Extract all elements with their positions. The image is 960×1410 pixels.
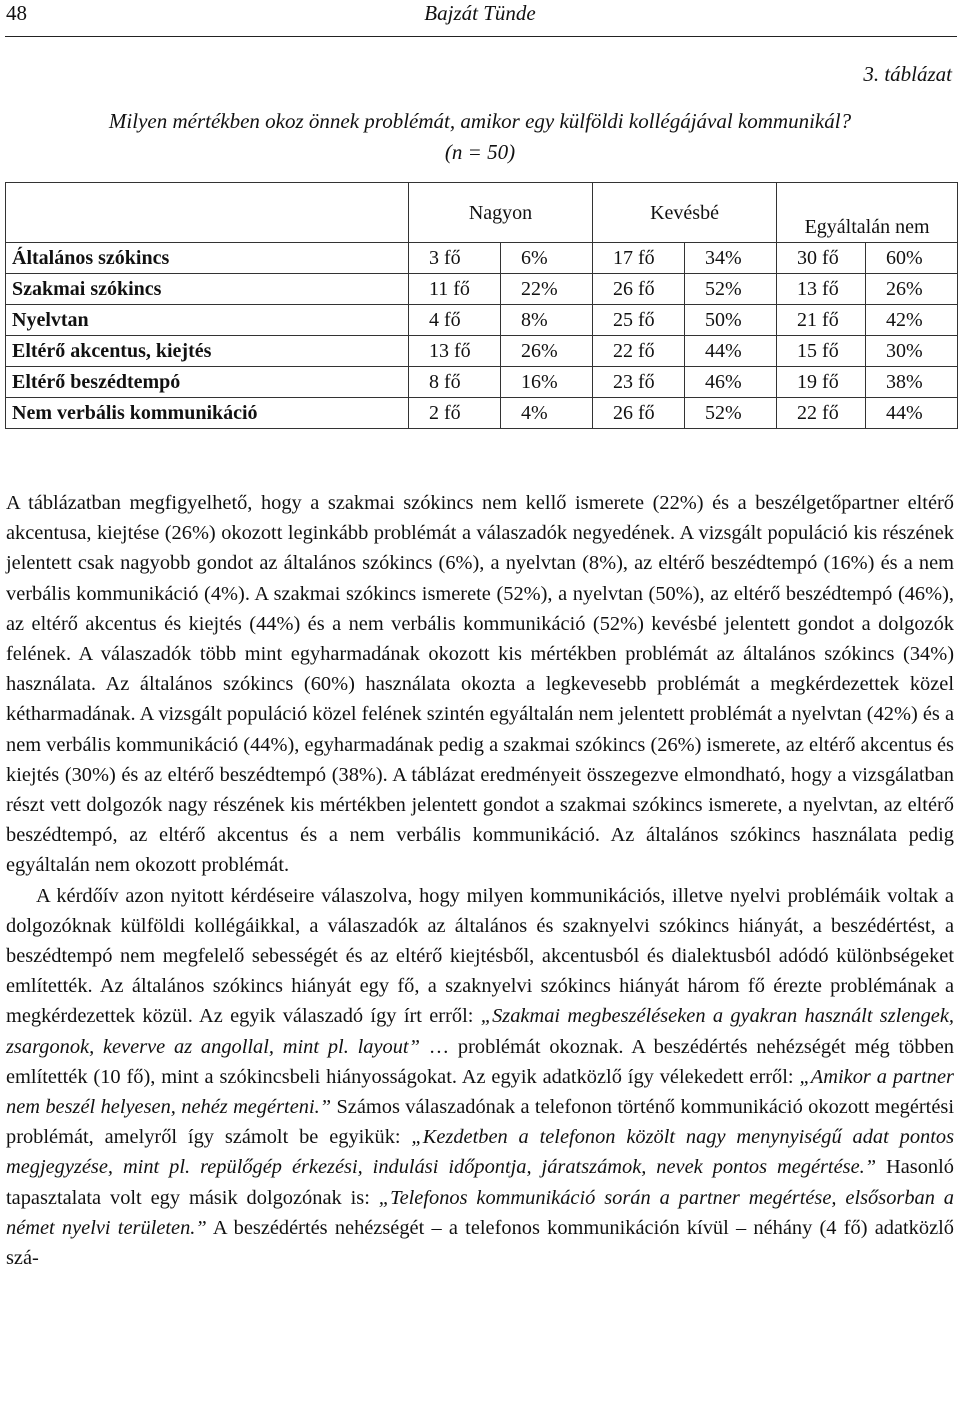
- percent-cell: 50%: [685, 305, 777, 336]
- count-cell: 26 fő: [593, 274, 685, 305]
- quote: „Kezdetben a telefonon közölt nagy menynyiségű adat pontos megjegyzése, mint pl. repülőgép érkezési, indulási időpontja, járatszámok, nevek pontos megértése.”: [6, 1126, 954, 1179]
- text-segment: A beszédértés nehézségét – a telefonos kommunikáción kívül – néhány (4 fő) adatközlő szá-: [6, 1216, 954, 1270]
- row-label: Nem verbális kommunikáció: [6, 398, 409, 429]
- header-empty-cell: [6, 183, 409, 243]
- header-kevesbe: Kevésbé: [593, 183, 777, 243]
- count-cell: 26 fő: [593, 398, 685, 429]
- count-cell: 22 fő: [593, 336, 685, 367]
- count-cell: 13 fő: [777, 274, 866, 305]
- text-segment: Számos válaszadónak a telefonon történő kommunikáció okozott megértési problémát, amelyről így számolt be egyikük:: [6, 1096, 954, 1149]
- row-label: Eltérő akcentus, kiejtés: [6, 336, 409, 367]
- count-cell: 17 fő: [593, 243, 685, 274]
- table-label: 3. táblázat: [863, 62, 952, 86]
- percent-cell: 8%: [501, 305, 593, 336]
- table-row: [6, 305, 958, 336]
- header-nagyon: Nagyon: [409, 183, 593, 243]
- count-cell: 4 fő: [409, 305, 501, 336]
- paragraph-open-questions: [6, 881, 954, 1274]
- row-label: Általános szókincs: [6, 243, 409, 274]
- header-rule: [5, 36, 957, 37]
- percent-cell: 38%: [866, 367, 958, 398]
- count-cell: 13 fő: [409, 336, 501, 367]
- running-head-author: Bajzát Tünde: [424, 1, 536, 25]
- row-label: Eltérő beszédtempó: [6, 367, 409, 398]
- count-cell: 21 fő: [777, 305, 866, 336]
- row-label: Szakmai szókincs: [6, 274, 409, 305]
- quote: „Amikor a partner nem beszél helyesen, nehéz megérteni.”: [6, 1065, 954, 1119]
- table-body: [6, 243, 958, 429]
- body-text: [6, 488, 954, 1273]
- percent-cell: 46%: [685, 367, 777, 398]
- table-header-row: [6, 183, 958, 243]
- page-number: 48: [6, 1, 27, 25]
- text-segment: … problémát okoznak. A beszédértés nehézségét még többen említették (10 fő), mint a szókincsbeli hiányosságokat. Az egyik adatközlő így vélekedett erről:: [6, 1035, 954, 1088]
- table-caption: [0, 106, 960, 168]
- count-cell: 25 fő: [593, 305, 685, 336]
- percent-cell: 6%: [501, 243, 593, 274]
- results-table: [5, 182, 958, 429]
- paragraph-analysis: A táblázatban megfigyelhető, hogy a szakmai szókincs nem kellő ismerete (22%) és a beszélgetőpartner eltérő akcentusa, kiejtése (26%) okozott leginkább problémát a válaszadók negyedének. A vizsgált populáció kis részének jelentett csak nagyobb gondot az általános szókincs (6%), a nyelvtan (8%), az eltérő beszédtempó (16%) és a nem verbális kommunikáció (4%). A szakmai szókincs ismerete (52%), a nyelvtan (50%), az eltérő beszédtempó (46%), az eltérő akcentus és kiejtés (44%) és a nem verbális kommunikáció (52%) kevésbé jelentett gondot a dolgozók felének. A válaszadók több mint egyharmadának okozott kis mértékben problémát az általános szókincs (34%) használata. Az általános szókincs (60%) használata okozta a legkevesebb problémát a megkérdezettek közel kétharmadának. A vizsgált populáció közel felének szintén egyáltalán nem jelentett problémát a nyelvtan (42%) és a nem verbális kommunikáció (44%), egyharmadának pedig a szakmai szókincs (26%) ismerete, az eltérő akcentus és kiejtés (30%) és az eltérő beszédtempó (38%). A táblázat eredményeit összegezve elmondható, hogy a vizsgálatban részt vett dolgozók nagy részének kis mértékben jelentett gondot a szakmai szókincs ismerete, a nyelvtan, az eltérő beszédtempó, az eltérő akcentus és a nem verbális kommunikáció. Az általános szókincs használata pedig egyáltalán nem okozott problémát.: [6, 492, 954, 877]
- percent-cell: 52%: [685, 274, 777, 305]
- percent-cell: 26%: [866, 274, 958, 305]
- count-cell: 30 fő: [777, 243, 866, 274]
- percent-cell: 16%: [501, 367, 593, 398]
- percent-cell: 22%: [501, 274, 593, 305]
- quote: „Telefonos kommunikáció során a partner megértése, elsősorban a német nyelvi területen.”: [6, 1186, 955, 1239]
- count-cell: 8 fő: [409, 367, 501, 398]
- caption-sample-size: (n = 50): [444, 140, 516, 164]
- count-cell: 2 fő: [409, 398, 501, 429]
- count-cell: 22 fő: [777, 398, 866, 429]
- percent-cell: 34%: [685, 243, 777, 274]
- table-row: [6, 336, 958, 367]
- percent-cell: 26%: [501, 336, 593, 367]
- count-cell: 23 fő: [593, 367, 685, 398]
- table-row: [6, 243, 958, 274]
- count-cell: 11 fő: [409, 274, 501, 305]
- quote: „Szakmai megbeszéléseken a gyakran használt szlengek, zsargonok, keverve az angollal, mint pl. layout”: [6, 1005, 954, 1058]
- percent-cell: 44%: [685, 336, 777, 367]
- table-row: [6, 367, 958, 398]
- text-segment: Hasonló tapasztalata volt egy másik dolgozónak is:: [6, 1156, 954, 1209]
- row-label: Nyelvtan: [6, 305, 409, 336]
- count-cell: 15 fő: [777, 336, 866, 367]
- text-segment: A kérdőív azon nyitott kérdéseire válaszolva, hogy milyen kommunikációs, illetve nyelvi problémáik voltak a dolgozóknak külföldi kollégáikkal, a válaszadók az általános és szaknyelvi szókincs hiányát, a beszédértést, a beszédtempó nem megfelelő sebességét és az eltérő kiejtésből, akcentusból és dialektusból adódó különbségeket említették. Az általános szókincs hiányát egy fő, a szaknyelvi szókincs hiányát három fő érezte problémának a megkérdezettek közül. Az egyik válaszadó így írt erről:: [6, 884, 954, 1028]
- table-row: [6, 398, 958, 429]
- percent-cell: 30%: [866, 336, 958, 367]
- percent-cell: 4%: [501, 398, 593, 429]
- table-row: [6, 274, 958, 305]
- percent-cell: 52%: [685, 398, 777, 429]
- caption-question: Milyen mértékben okoz önnek problémát, amikor egy külföldi kollégájával kommunikál?: [108, 109, 852, 133]
- percent-cell: 44%: [866, 398, 958, 429]
- header-egyaltalan-nem: Egyáltalán nem: [777, 183, 958, 243]
- percent-cell: 42%: [866, 305, 958, 336]
- count-cell: 19 fő: [777, 367, 866, 398]
- running-header: [0, 0, 960, 38]
- percent-cell: 60%: [866, 243, 958, 274]
- count-cell: 3 fő: [409, 243, 501, 274]
